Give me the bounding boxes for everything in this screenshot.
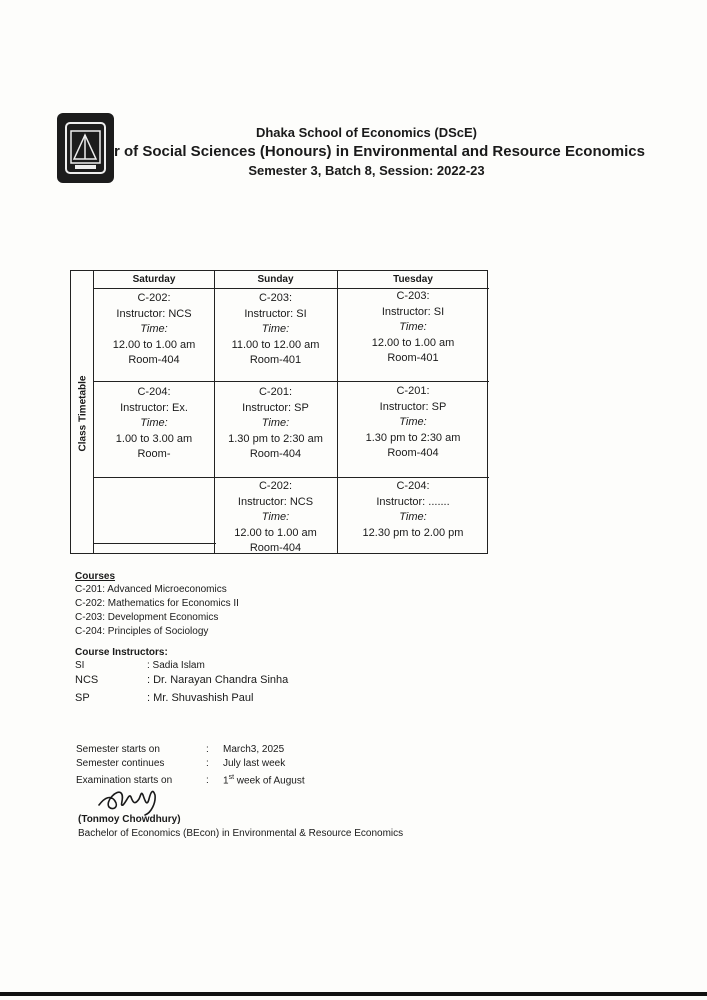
day-header: Saturday [94,271,214,289]
signatory-title: Bachelor of Economics (BEcon) in Environmental & Resource Economics [78,828,404,839]
instructor-name: : Dr. Narayan Chandra Sinha [147,674,289,686]
schedule-row: Semester continues : July last week [76,758,286,769]
school-name: Dhaka School of Economics (DScE) [255,125,478,140]
timetable-cell: C-203: Instructor: SI Time: 12.00 to 1.00 am Room-401 [371,290,455,364]
timetable-cell: C-201: Instructor: SP Time: 1.30 pm to 2:30 am Room-404 [228,386,323,460]
row-divider [94,477,489,478]
timetable-cell: C-203: Instructor: SI Time: 11.00 to 12.00 am Room-401 [231,292,320,366]
course-item: C-202: Mathematics for Economics II [75,598,239,609]
course-item: C-201: Advanced Microeconomics [75,584,227,595]
instructor-row [75,674,288,686]
timetable-vertical-label: Class Timetable [77,375,89,451]
instructor-name: : Mr. Shuvashish Paul [147,692,254,704]
row-divider [94,543,216,544]
instructor-row [75,692,253,704]
timetable-cell: C-201: Instructor: SP Time: 1.30 pm to 2:30 am Room-404 [365,385,461,459]
semester-info: Semester 3, Batch 8, Session: 2022-23 [248,163,485,178]
instructor-name: : Sadia Islam [147,660,205,671]
semester-schedule [76,743,305,788]
courses-list [75,583,239,639]
day-header: Sunday [214,271,337,289]
scan-edge-line [0,992,707,996]
timetable-cell: C-202: Instructor: NCS Time: 12.00 to 1.00 am Room-404 [234,480,317,554]
instructor-code: NCS [75,674,99,686]
course-item: C-204: Principles of Sociology [75,626,209,637]
instructor-code: SP [75,692,90,704]
timetable-grid [93,271,488,553]
instructor-code: SI [75,660,85,671]
courses-heading: Courses [75,571,116,582]
row-divider [94,381,489,382]
schedule-row: Examination starts on : 1st week of August [76,774,305,787]
program-title: r of Social Sciences (Honours) in Environmental and Resource Economics [114,143,645,160]
timetable-cell: C-202: Instructor: NCS Time: 12.00 to 1.00 am Room-404 [112,292,196,366]
instructor-row [75,660,205,671]
timetable-cell: C-204: Instructor: Ex. Time: 1.00 to 3.00 am Room- [115,386,193,460]
instructors-heading: Course Instructors: [75,647,168,658]
course-item: C-203: Development Economics [75,612,219,623]
class-timetable [70,270,488,554]
timetable-cell: C-204: Instructor: ....... Time: 12.30 pm to 2.00 pm [362,480,464,539]
day-header: Tuesday [337,271,489,289]
signatory-name: (Tonmoy Chowdhury) [78,814,181,825]
schedule-row: Semester starts on : March3, 2025 [76,744,285,755]
